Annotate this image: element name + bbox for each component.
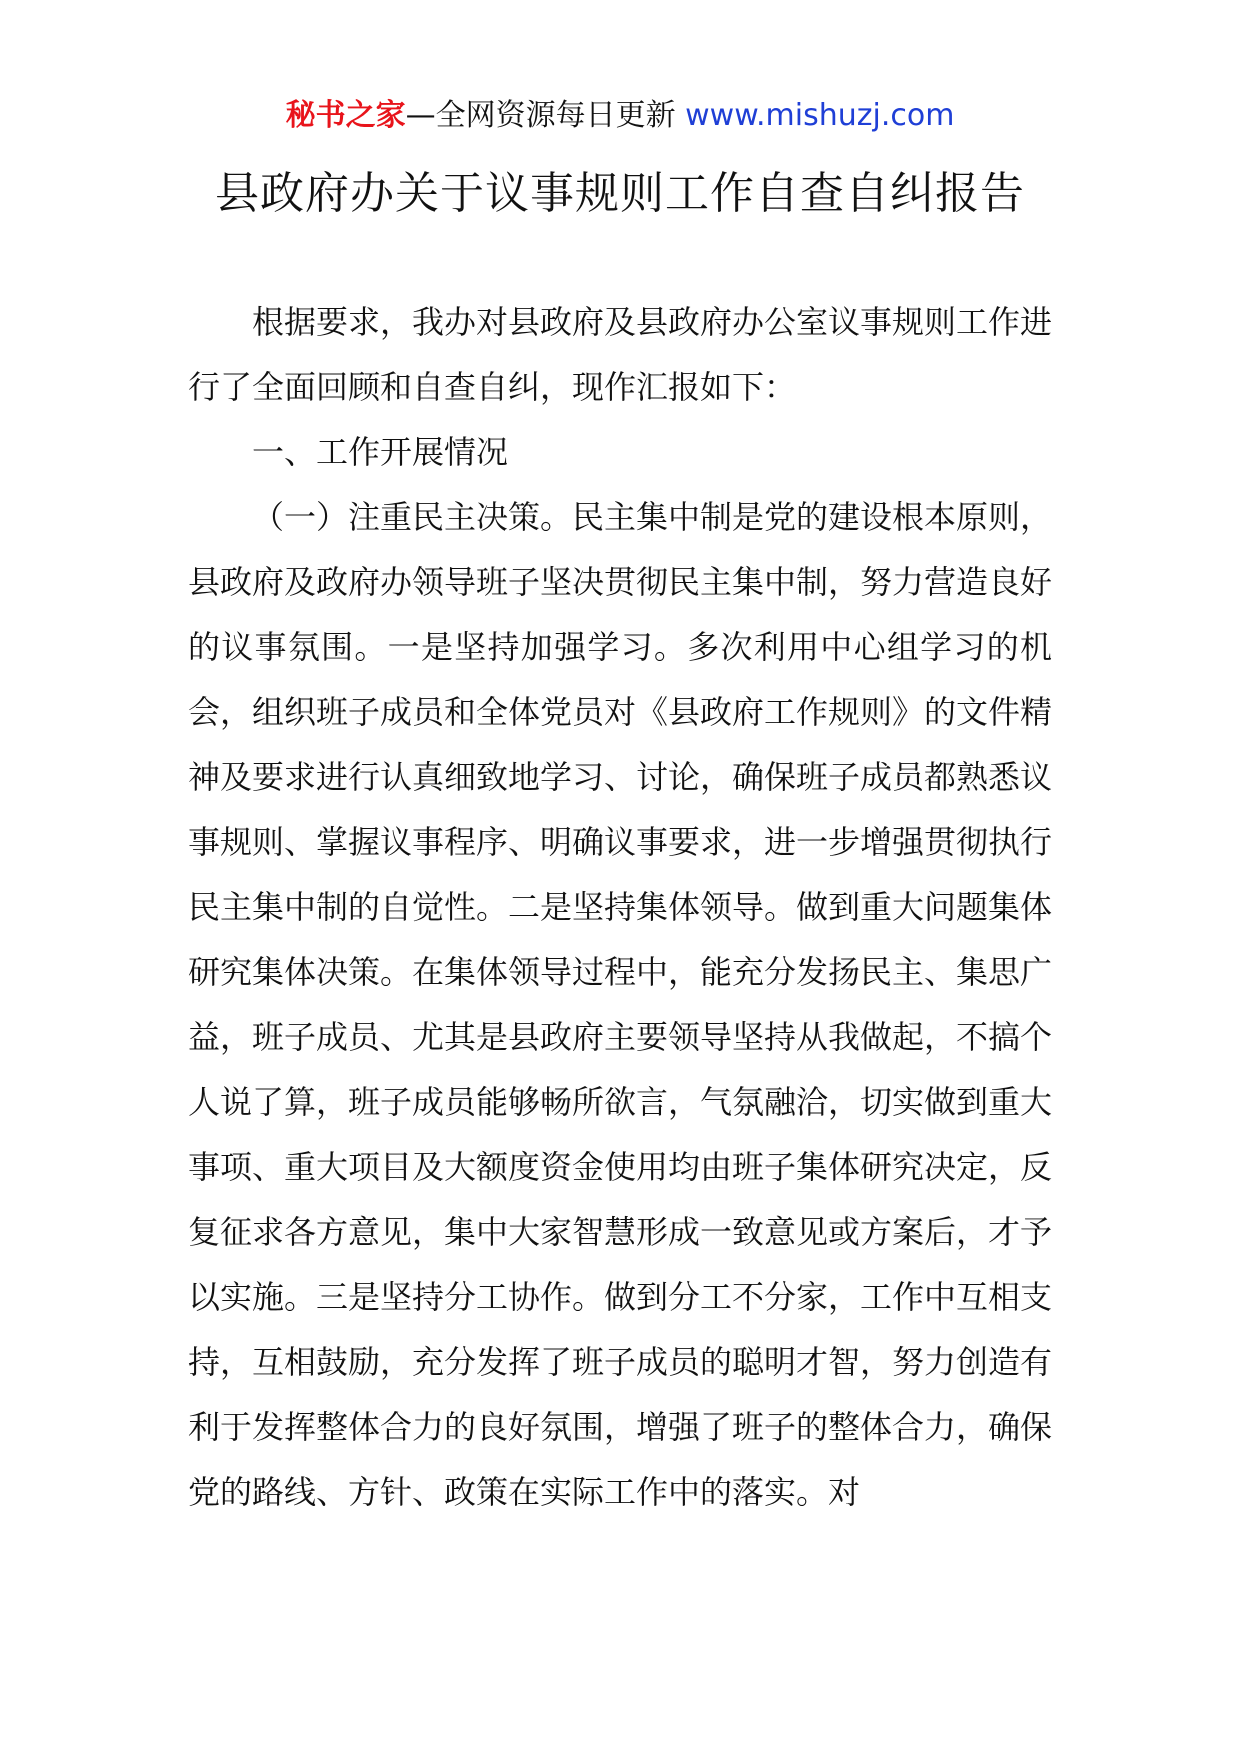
intro-paragraph: 根据要求，我办对县政府及县政府办公室议事规则工作进行了全面回顾和自查自纠，现作汇报如下：: [188, 303, 1053, 406]
document-body: [188, 290, 1052, 1525]
document-title: 县政府办关于议事规则工作自查自纠报告: [215, 168, 1025, 219]
body-paragraph: （一）注重民主决策。民主集中制是党的建设根本原则，县政府及政府办领导班子坚决贯彻民主集中制，努力营造良好的议事氛围。一是坚持加强学习。多次利用中心组学习的机会，组织班子成员和全体党员对《县政府工作规则》的文件精神及要求进行认真细致地学习、讨论，确保班子成员都熟悉议事规则、掌握议事程序、明确议事要求，进一步增强贯彻执行民主集中制的自觉性。二是坚持集体领导。做到重大问题集体研究集体决策。在集体领导过程中，能充分发扬民主、集思广益，班子成员、尤其是县政府主要领导坚持从我做起，不搞个人说了算，班子成员能够畅所欲言，气氛融洽，切实做到重大事项、重大项目及大额度资金使用均由班子集体研究决定，反复征求各方意见，集中大家智慧形成一致意见或方案后，才予以实施。三是坚持分工协作。做到分工不分家，工作中互相支持，互相鼓励，充分发挥了班子成员的聪明才智，努力创造有利于发挥整体合力的良好氛围，增强了班子的整体合力，确保党的路线、方针、政策在实际工作中的落实。对: [188, 498, 1053, 1511]
section-heading: 一、工作开展情况: [252, 433, 509, 471]
brand-name: 秘书之家: [285, 98, 406, 133]
watermark-header: [0, 96, 1240, 136]
header-tagline: —全网资源每日更新: [405, 98, 676, 133]
header-url: www.mishuzj.com: [685, 98, 955, 133]
